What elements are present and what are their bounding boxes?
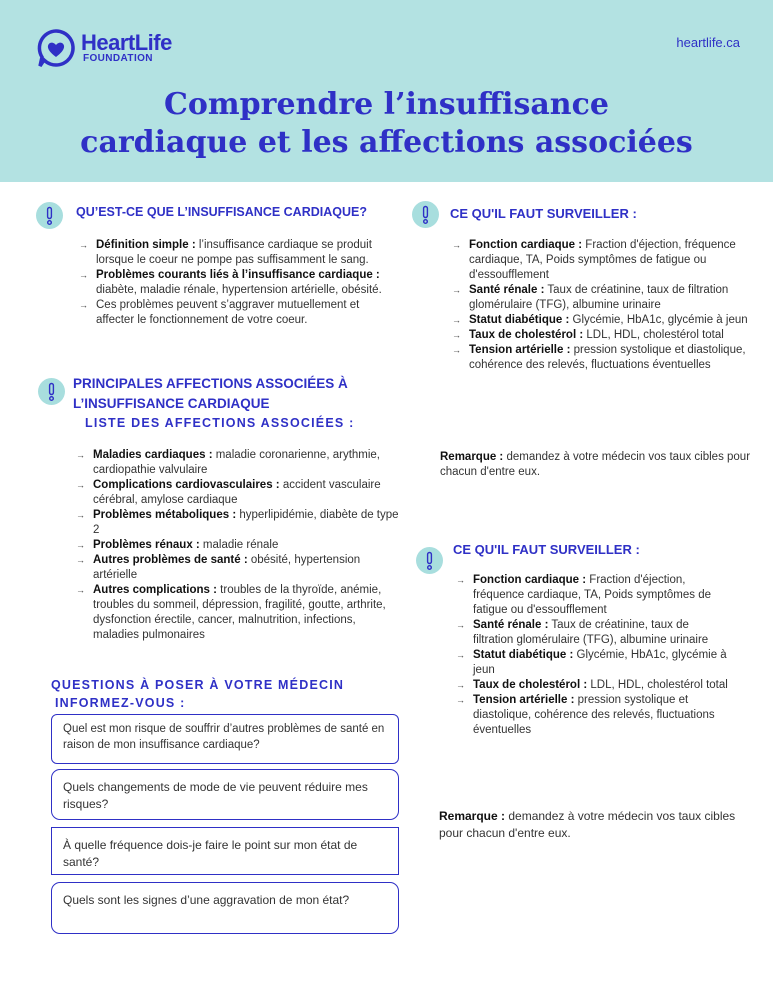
conditions-title (73, 374, 348, 414)
item-term: Santé rénale : (473, 619, 549, 631)
what-is-list (79, 238, 399, 328)
remark-note (440, 450, 762, 480)
item-text: Glycémie, HbA1c, glycémie à jeun (569, 314, 748, 326)
question-text: Quels changements de mode de vie peuvent réduire mes risques? (63, 780, 368, 811)
item-text: Taux de créatinine, taux de filtration glomérulaire (TFG), albumine urinaire (469, 284, 729, 311)
heart-chat-logo-icon (36, 28, 76, 68)
item-text: Glycémie, HbA1c, glycémie à jeun (473, 649, 727, 676)
exclamation-icon (38, 378, 65, 405)
item-text: hyperlipidémie, diabète de type 2 (93, 509, 399, 536)
remark-note (439, 808, 759, 842)
monitor-title: CE QU'IL FAUT SURVEILLER : (453, 542, 640, 557)
question-box (51, 769, 399, 820)
monitor-list (452, 238, 762, 373)
exclamation-icon (412, 201, 439, 228)
conditions-list (76, 448, 402, 643)
questions-title (51, 676, 344, 712)
page-title-line1: Comprendre l’insuffisance (164, 87, 609, 122)
item-term: Autres problèmes de santé : (93, 554, 248, 566)
exclamation-icon (36, 202, 63, 229)
item-text: Fraction d'éjection, fréquence cardiaque, TA, Poids symptômes de fatigue ou d'essoufflement (473, 574, 712, 616)
page-title (40, 86, 733, 162)
conditions-subtitle: LISTE DES AFFECTIONS ASSOCIÉES : (85, 416, 355, 430)
logo-name: HeartLife (81, 30, 172, 55)
list-item (452, 283, 762, 313)
item-text: accident vasculaire cérébral, amylose cardiaque (93, 479, 381, 506)
heartlife-logo[interactable] (36, 26, 196, 70)
item-term: Tension artérielle : (469, 344, 571, 356)
questions-title-line2: INFORMEZ-VOUS : (55, 696, 186, 710)
item-text: LDL, HDL, cholestérol total (583, 329, 724, 341)
question-text: Quel est mon risque de souffrir d’autres problèmes de santé en raison de mon insuffisance cardiaque? (63, 723, 385, 751)
list-item (79, 298, 399, 328)
item-term: Santé rénale : (469, 284, 545, 296)
header-banner (0, 0, 773, 182)
item-text: Ces problèmes peuvent s’aggraver mutuellement et affecter le fonctionnement de votre coeur. (96, 299, 360, 326)
item-text: diabète, maladie rénale, hypertension artérielle, obésité. (96, 284, 382, 296)
item-term: Définition simple : (96, 239, 196, 251)
list-item (456, 648, 728, 678)
list-item (456, 573, 728, 618)
questions-title-line1: QUESTIONS À POSER À VOTRE MÉDECIN (51, 678, 345, 692)
item-term: Autres complications : (93, 584, 217, 596)
item-text: maladie rénale (199, 539, 279, 551)
item-text: pression systolique et diastolique, cohérence des relevés, fluctuations éventuelles (469, 344, 746, 371)
list-item (456, 678, 728, 693)
site-link[interactable]: heartlife.ca (676, 35, 740, 50)
item-term: Statut diabétique : (469, 314, 570, 326)
what-is-title: QU’EST-CE QUE L’INSUFFISANCE CARDIAQUE? (76, 205, 367, 219)
monitor-list (456, 573, 728, 738)
remark-text: demandez à votre médecin vos taux cibles pour chacun d'entre eux. (439, 809, 736, 840)
item-text: Fraction d'éjection, fréquence cardiaque, TA, Poids symptômes de fatigue ou d'essoufflement (469, 239, 736, 281)
item-text: obésité, hypertension artérielle (93, 554, 361, 581)
item-term: Maladies cardiaques : (93, 449, 213, 461)
conditions-title-line1: PRINCIPALES AFFECTIONS ASSOCIÉES À (73, 376, 348, 391)
item-term: Fonction cardiaque : (473, 574, 587, 586)
list-item (76, 538, 402, 553)
item-term: Taux de cholestérol : (469, 329, 584, 341)
conditions-title-line2: L’INSUFFISANCE CARDIAQUE (73, 396, 270, 411)
question-text: À quelle fréquence dois-je faire le point sur mon état de santé? (63, 838, 358, 869)
list-item (76, 448, 402, 478)
item-text: Taux de créatinine, taux de filtration glomérulaire (TFG), albumine urinaire (473, 619, 709, 646)
question-text: Quels sont les signes d’une aggravation de mon état? (63, 893, 350, 907)
list-item (452, 343, 762, 373)
list-item (452, 238, 762, 283)
list-item (79, 268, 399, 298)
list-item (456, 618, 728, 648)
question-box (51, 714, 399, 764)
item-text: l’insuffisance cardiaque se produit lorsque le coeur ne pompe pas suffisamment le sang. (96, 239, 372, 266)
list-item (79, 238, 399, 268)
item-text: troubles de la thyroïde, anémie, troubles du sommeil, dépression, fragilité, goutte, arthrite, dysfonction érectile, cancer, malnutrition, infections, maladies pulmonaires (93, 584, 386, 641)
list-item (452, 328, 762, 343)
monitor-title: CE QU'IL FAUT SURVEILLER : (450, 206, 637, 221)
question-box (51, 827, 399, 875)
exclamation-icon (416, 547, 443, 574)
list-item (456, 693, 728, 738)
item-term: Problèmes rénaux : (93, 539, 200, 551)
item-term: Tension artérielle : (473, 694, 575, 706)
item-term: Statut diabétique : (473, 649, 574, 661)
list-item (76, 478, 402, 508)
item-text: maladie coronarienne, arythmie, cardiopathie valvulaire (93, 449, 381, 476)
remark-label: Remarque : (440, 451, 504, 463)
page-title-line2: cardiaque et les affections associées (80, 125, 693, 160)
list-item (76, 553, 402, 583)
item-text: pression systolique et diastolique, cohérence des relevés, fluctuations éventuelles (473, 694, 715, 736)
list-item (76, 508, 402, 538)
logo-subtitle: FOUNDATION (83, 53, 153, 64)
remark-label: Remarque : (439, 809, 506, 823)
list-item (76, 583, 402, 643)
item-term: Complications cardiovasculaires : (93, 479, 280, 491)
remark-text: demandez à votre médecin vos taux cibles pour chacun d'entre eux. (440, 451, 751, 478)
list-item (452, 313, 762, 328)
item-term: Problèmes courants liés à l’insuffisance cardiaque : (96, 269, 380, 281)
item-term: Taux de cholestérol : (473, 679, 588, 691)
item-term: Problèmes métaboliques : (93, 509, 237, 521)
item-text: LDL, HDL, cholestérol total (587, 679, 728, 691)
question-box (51, 882, 399, 934)
item-term: Fonction cardiaque : (469, 239, 583, 251)
